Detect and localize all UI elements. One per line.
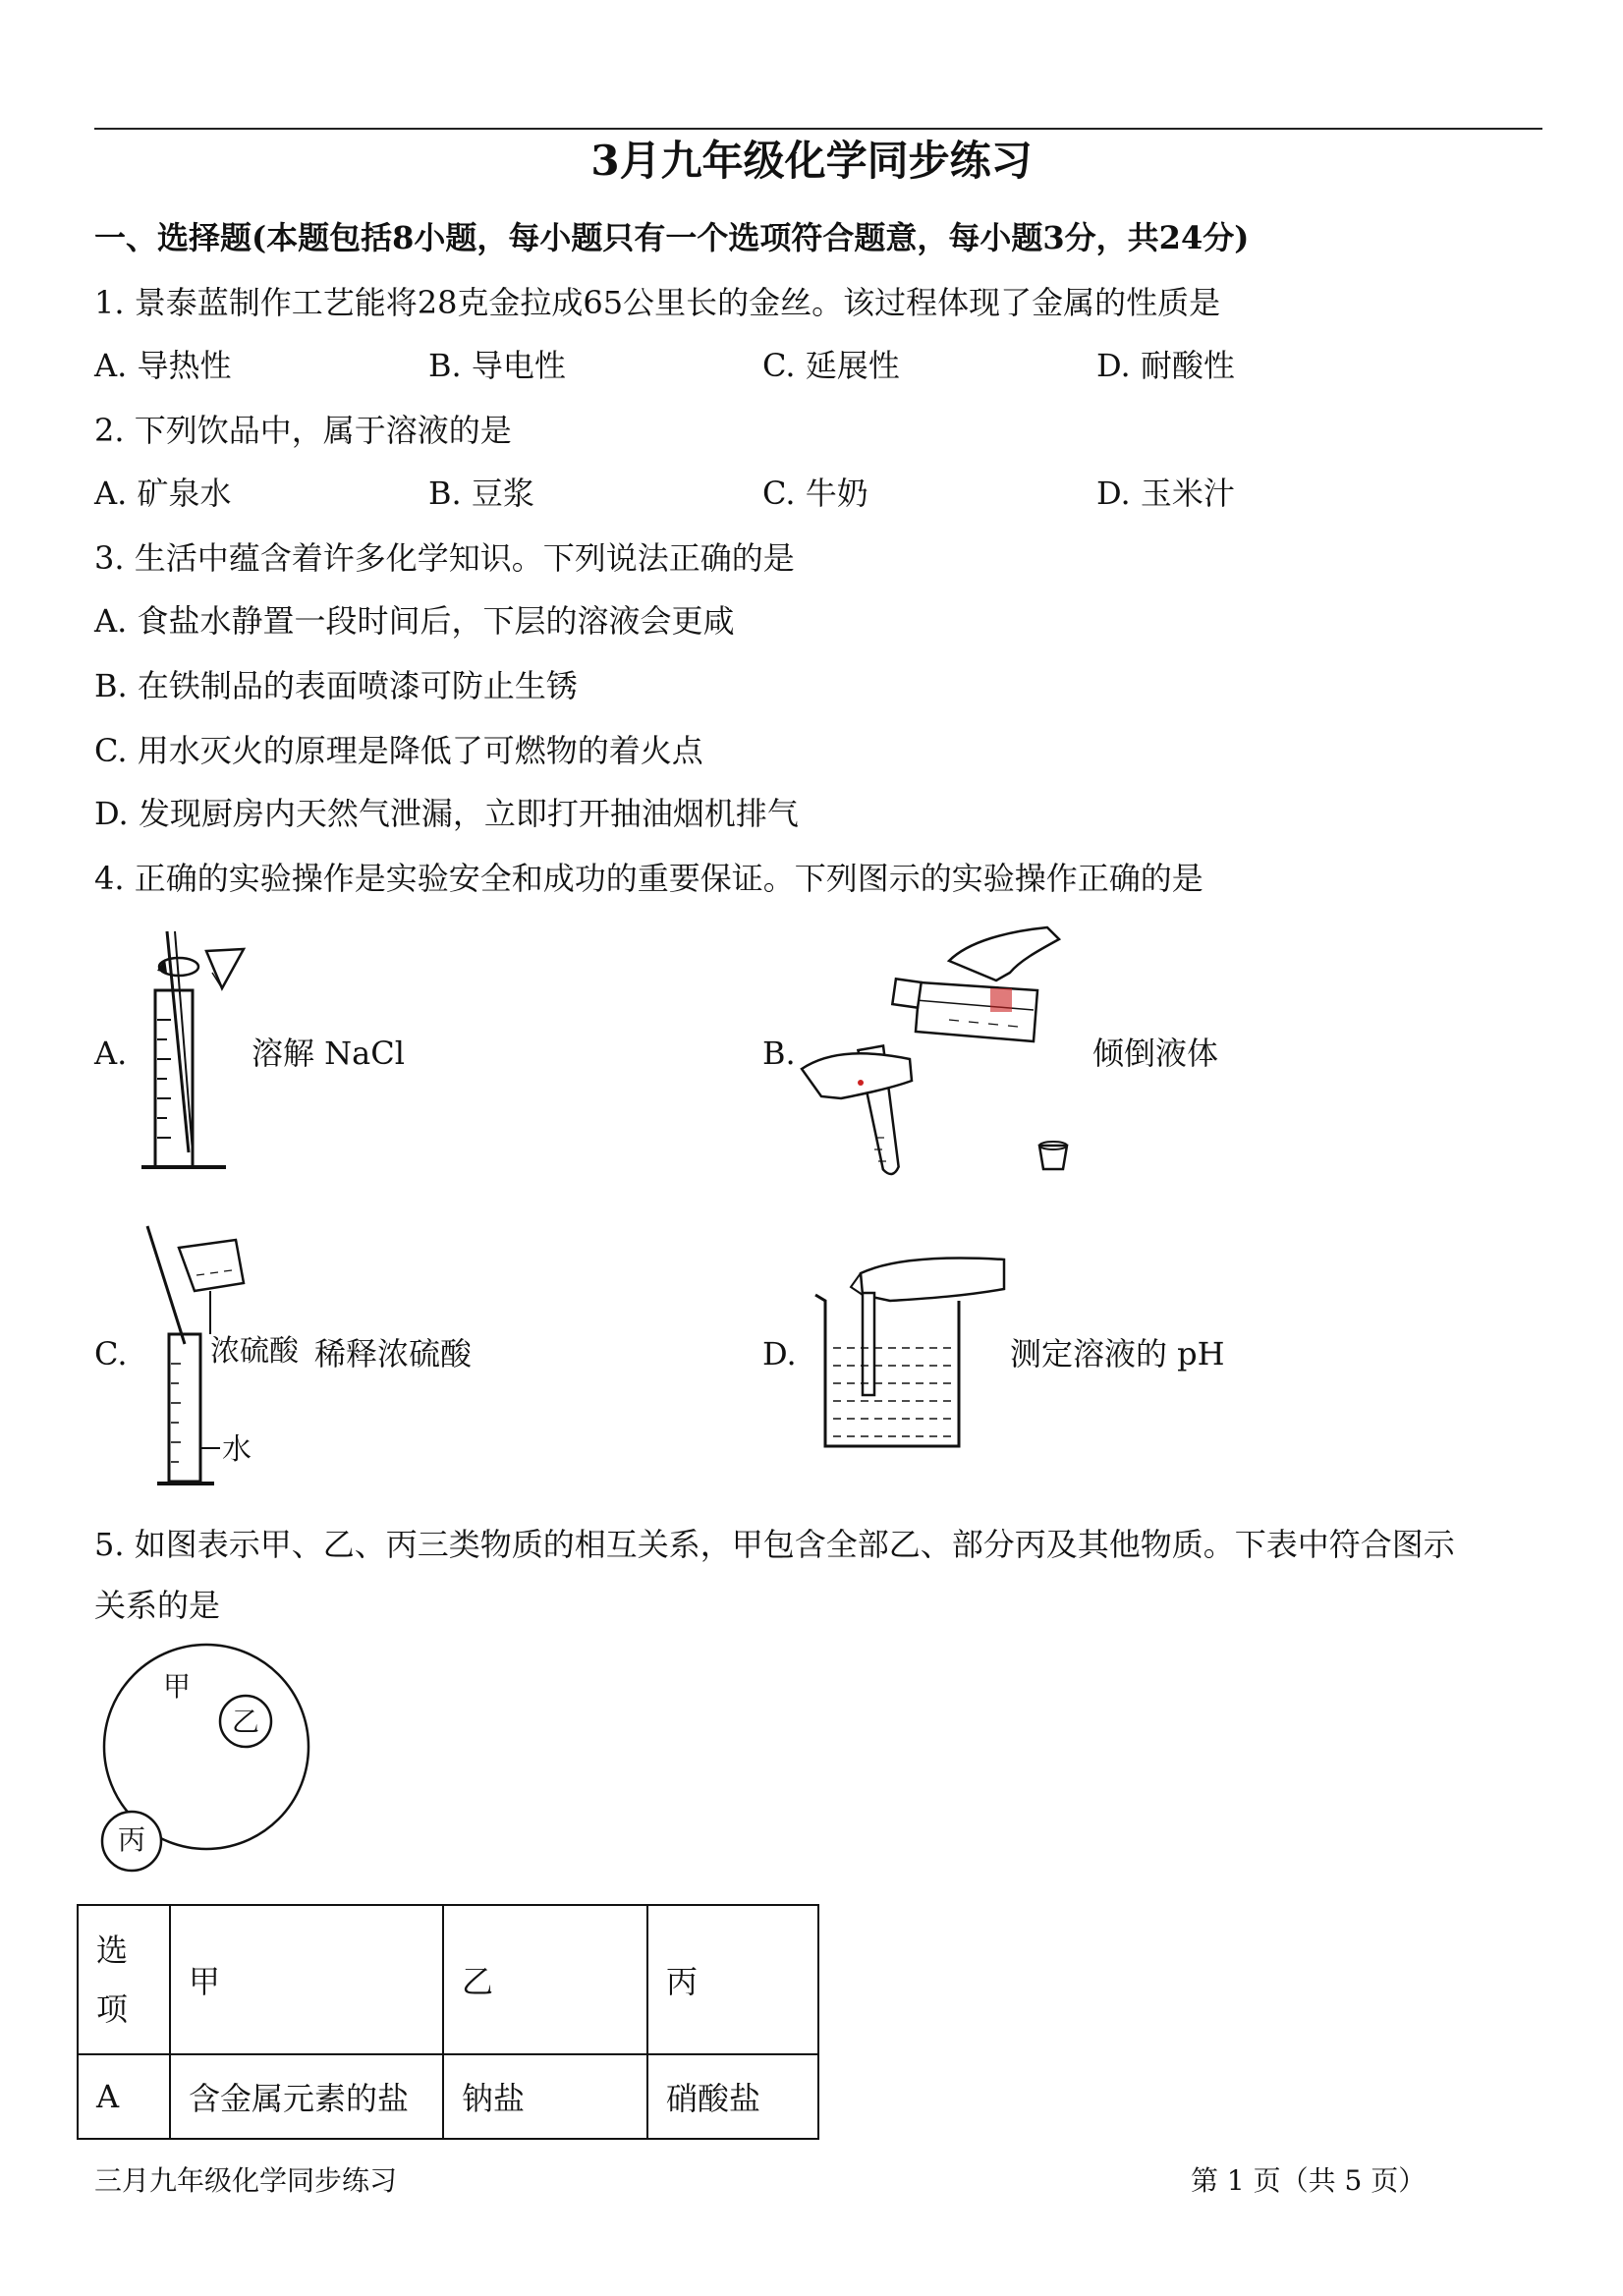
q1-option-a: A. 导热性 (94, 347, 232, 384)
header-option-line2: 项 (96, 1990, 129, 2028)
q3-option-c: C. 用水灭火的原理是降低了可燃物的着火点 (94, 732, 703, 769)
cell-option: A (78, 2054, 170, 2139)
label-yi: 乙 (232, 1706, 260, 1738)
header-option-line1: 选 (96, 1932, 129, 1969)
q2-option-a: A. 矿泉水 (94, 475, 232, 512)
top-rule (94, 128, 1542, 130)
question-2-stem: 2. 下列饮品中，属于溶液的是 (94, 412, 512, 449)
q4-option-a-letter: A. (94, 1035, 128, 1072)
conc-sulfuric-acid-label: 浓硫酸 (210, 1334, 299, 1369)
cell-bing: 硝酸盐 (647, 2054, 818, 2139)
ph-test-figure (812, 1250, 1018, 1458)
question-3-stem: 3. 生活中蕴含着许多化学知识。下列说法正确的是 (94, 539, 795, 577)
q4-option-d-caption: 测定溶液的 pH (1010, 1335, 1225, 1372)
table-row (78, 2054, 818, 2139)
section-heading: 一、选择题(本题包括8小题，每小题只有一个选项符合题意，每小题3分，共24分) (94, 219, 1250, 256)
question-5-stem-line2: 关系的是 (94, 1587, 221, 1624)
cylinder-stirring-figure (128, 931, 265, 1177)
q2-option-c: C. 牛奶 (762, 475, 868, 512)
label-jia: 甲 (163, 1670, 192, 1703)
q2-option-b: B. 豆浆 (428, 475, 534, 512)
header-cell-bing: 丙 (647, 1905, 818, 2054)
q4-option-c-letter: C. (94, 1335, 128, 1372)
cell-yi: 钠盐 (443, 2054, 647, 2139)
label-bing: 丙 (118, 1823, 146, 1856)
page-title: 3月九年级化学同步练习 (590, 137, 1033, 185)
table-header-row (78, 1905, 818, 2054)
q4-option-b-caption: 倾倒液体 (1092, 1035, 1219, 1072)
header-cell-jia: 甲 (170, 1905, 443, 2054)
question-5-stem-line1: 5. 如图表示甲、乙、丙三类物质的相互关系，甲包含全部乙、部分丙及其他物质。下表中符合图示 (94, 1526, 1455, 1563)
q1-option-b: B. 导电性 (428, 347, 566, 384)
q1-option-c: C. 延展性 (762, 347, 900, 384)
q4-option-c-caption: 稀释浓硫酸 (314, 1335, 473, 1372)
header-cell-option (78, 1905, 170, 2054)
cell-jia: 含金属元素的盐 (170, 2054, 443, 2139)
question-1-stem: 1. 景泰蓝制作工艺能将28克金拉成65公里长的金丝。该过程体现了金属的性质是 (94, 284, 1221, 321)
question-4-stem: 4. 正确的实验操作是实验安全和成功的重要保证。下列图示的实验操作正确的是 (94, 860, 1203, 897)
pouring-liquid-figure (802, 922, 1096, 1187)
q4-option-b-letter: B. (762, 1035, 796, 1072)
q1-option-d: D. 耐酸性 (1096, 347, 1235, 384)
header-cell-yi: 乙 (443, 1905, 647, 2054)
q4-option-a-caption: 溶解 NaCl (252, 1035, 405, 1072)
q4-option-d-letter: D. (762, 1335, 797, 1372)
footer-page-number: 第 1 页（共 5 页） (1191, 2164, 1427, 2197)
q2-option-d: D. 玉米汁 (1096, 475, 1235, 512)
q3-option-d: D. 发现厨房内天然气泄漏，立即打开抽油烟机排气 (94, 795, 799, 832)
q3-option-a: A. 食盐水静置一段时间后，下层的溶液会更咸 (94, 602, 735, 640)
options-table (77, 1904, 819, 2140)
water-label: 水 (222, 1432, 252, 1467)
q3-option-b: B. 在铁制品的表面喷漆可防止生锈 (94, 667, 578, 704)
footer-left: 三月九年级化学同步练习 (94, 2164, 398, 2197)
